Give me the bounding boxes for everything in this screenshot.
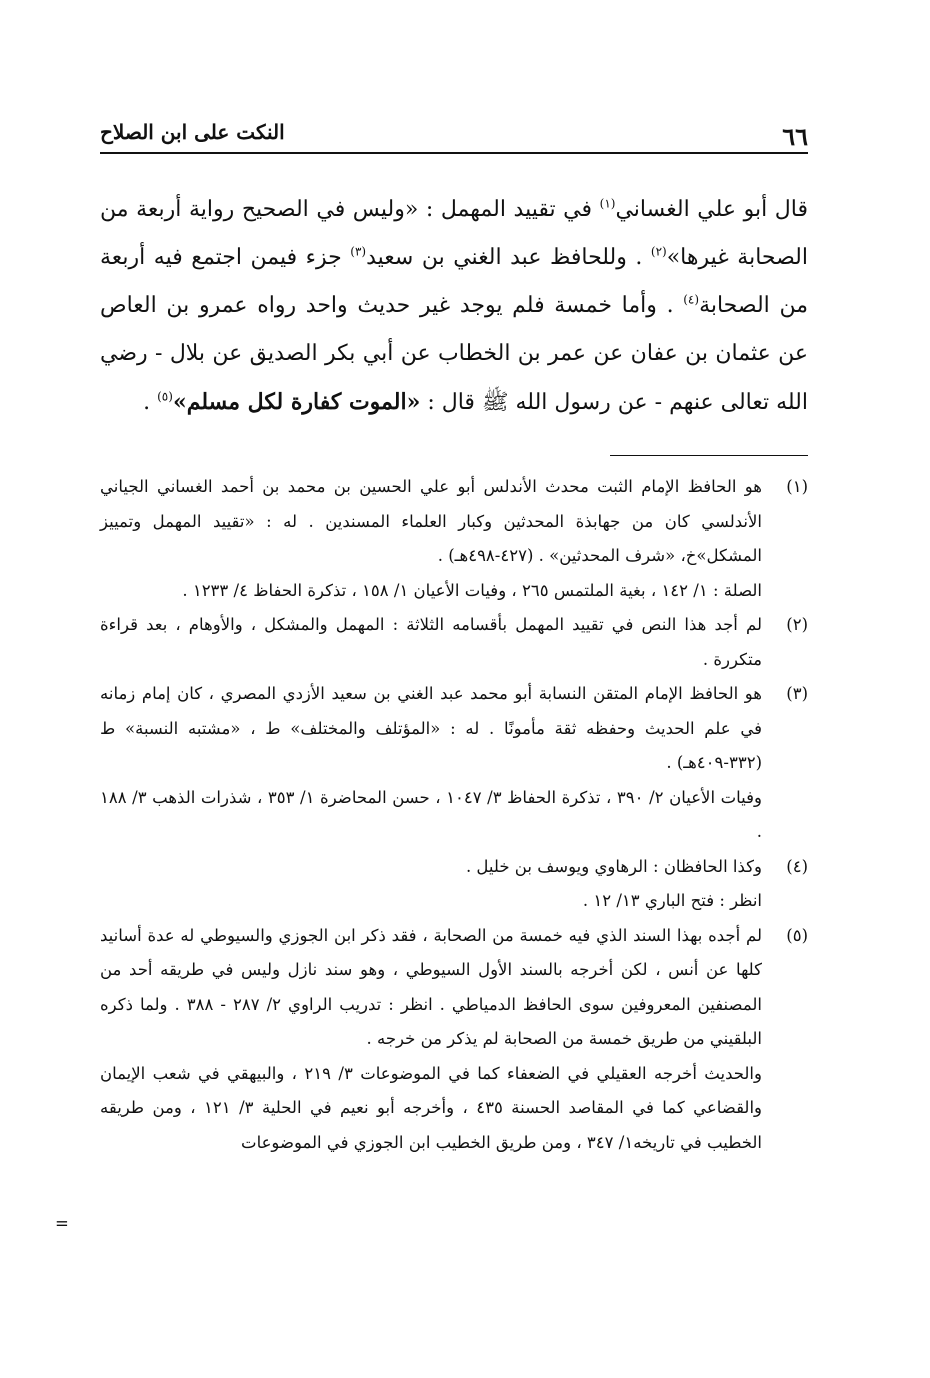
continuation-mark: = [55, 1214, 69, 1233]
main-text-segment: جزء فيمن اجتمع فيه أربعة من الصحابة [100, 245, 808, 318]
page-number: ٦٦ [782, 122, 808, 151]
footnote-number: (٥) [786, 925, 808, 945]
footnote-ref: (٥) [157, 389, 173, 404]
main-text-segment: . [143, 390, 158, 415]
footnote-line: هو الحافظ الإمام الثبت محدث الأندلس أبو علي الحسين بن محمد بن أحمد الغساني الجياني الأندلسي كان من جهابذة المحدثين وكبار العلماء المسندين . له : «تقييد المهمل وتمييز المشكل»خ، «شرف المحدثين» . (٤٢٧-٤٩٨هـ) . [100, 477, 762, 565]
main-text-segment: . وللحافظ عبد الغني بن سعيد [366, 245, 651, 270]
footnote-line: انظر : فتح الباري ١٣/ ١٢ . [582, 891, 762, 910]
footnote-5 [100, 919, 808, 1161]
footnote-ref: (١) [599, 196, 616, 211]
footnote-ref: (٣) [350, 244, 367, 259]
footnote-ref: (٤) [683, 292, 700, 307]
footnotes [100, 470, 808, 1160]
footnote-line: لم أجد هذا النص في تقييد المهمل بأقسامه الثلاثة : المهمل والمشكل ، والأوهام ، بعد قراءة متكررة . [100, 615, 762, 669]
footnote-1 [100, 470, 808, 608]
main-text-segment: . وأما خمسة فلم يوجد غير حديث واحد رواه عمرو بن العاص عن عثمان بن عفان عن عمر بن الخطاب عن أبي بكر الصديق عن بلال - رضي الله تعالى عنهم - عن رسول الله ﷺ قال : [100, 293, 808, 415]
main-text-segment: قال أبو علي الغساني [615, 197, 809, 222]
footnote-4 [100, 850, 808, 919]
main-text-segment: في تقييد المهمل : «وليس في الصحيح رواية أربعة من الصحابة غيرها» [100, 197, 808, 270]
footnote-line: وفيات الأعيان ٢/ ٣٩٠ ، تذكرة الحفاظ ٣/ ١٠٤٧ ، حسن المحاضرة ١/ ٣٥٣ ، شذرات الذهب ٣/ ١٨٨ . [100, 787, 762, 841]
footnote-line: والحديث أخرجه العقيلي في الضعفاء كما في الموضوعات ٣/ ٢١٩ ، والبيهقي في شعب الإيمان والقضاعي كما في المقاصد الحسنة ٤٣٥ ، وأخرجه أبو نعيم في الحلية ٣/ ١٢١ ، ومن طريقه الخطيب في تاريخه١/ ٣٤٧ ، ومن طريق الخطيب ابن الجوزي في الموضوعات [100, 1063, 762, 1152]
footnote-number: (٣) [786, 684, 808, 703]
footnote-line: هو الحافظ الإمام المتقن النسابة أبو محمد عبد الغني بن سعيد الأزدي المصري ، كان إمام زمانه في علم الحديث وحفظه ثقة مأمونًا . له : «المؤتلف والمختلف» ط ، «مشتبه النسبة» ط (٣٣٢-٤٠٩هـ) . [100, 684, 762, 772]
footnote-3 [100, 677, 808, 850]
footnote-line: لم أجده بهذا السند الذي فيه خمسة من الصحابة ، فقد ذكر ابن الجوزي والسيوطي له عدة أسانيد كلها عن أنس ، لكن أخرجه بالسند الأول السيوطي ، وهو سند نازل وليس في طريقه أحد من المصنفين المعروفين سوى الحافظ الدمياطي . انظر : تدريب الراوي ٢/ ٢٨٧ - ٣٨٨ . ولما ذكره البلقيني من طريق خمسة من الصحابة لم يذكر من خرجه . [100, 925, 762, 1048]
footnote-number: (٤) [786, 856, 808, 876]
footnote-line: الصلة : ١/ ١٤٢ ، بغية الملتمس ٢٦٥ ، وفيات الأعيان ١/ ١٥٨ ، تذكرة الحفاظ ٤/ ١٢٣٣ . [182, 580, 762, 600]
footnote-separator [610, 455, 808, 456]
main-paragraph [100, 186, 808, 427]
footnote-number: (١) [786, 477, 808, 496]
page-header [100, 118, 808, 154]
running-title: النكت على ابن الصلاح [100, 120, 285, 144]
footnote-line: وكذا الحافظان : الرهاوي ويوسف بن خليل . [465, 856, 762, 876]
footnote-ref: (٢) [650, 244, 667, 259]
main-text [100, 186, 808, 427]
footnote-2 [100, 608, 808, 677]
footnote-number: (٢) [786, 615, 808, 634]
hadith-quote: «الموت كفارة لكل مسلم» [172, 389, 421, 415]
